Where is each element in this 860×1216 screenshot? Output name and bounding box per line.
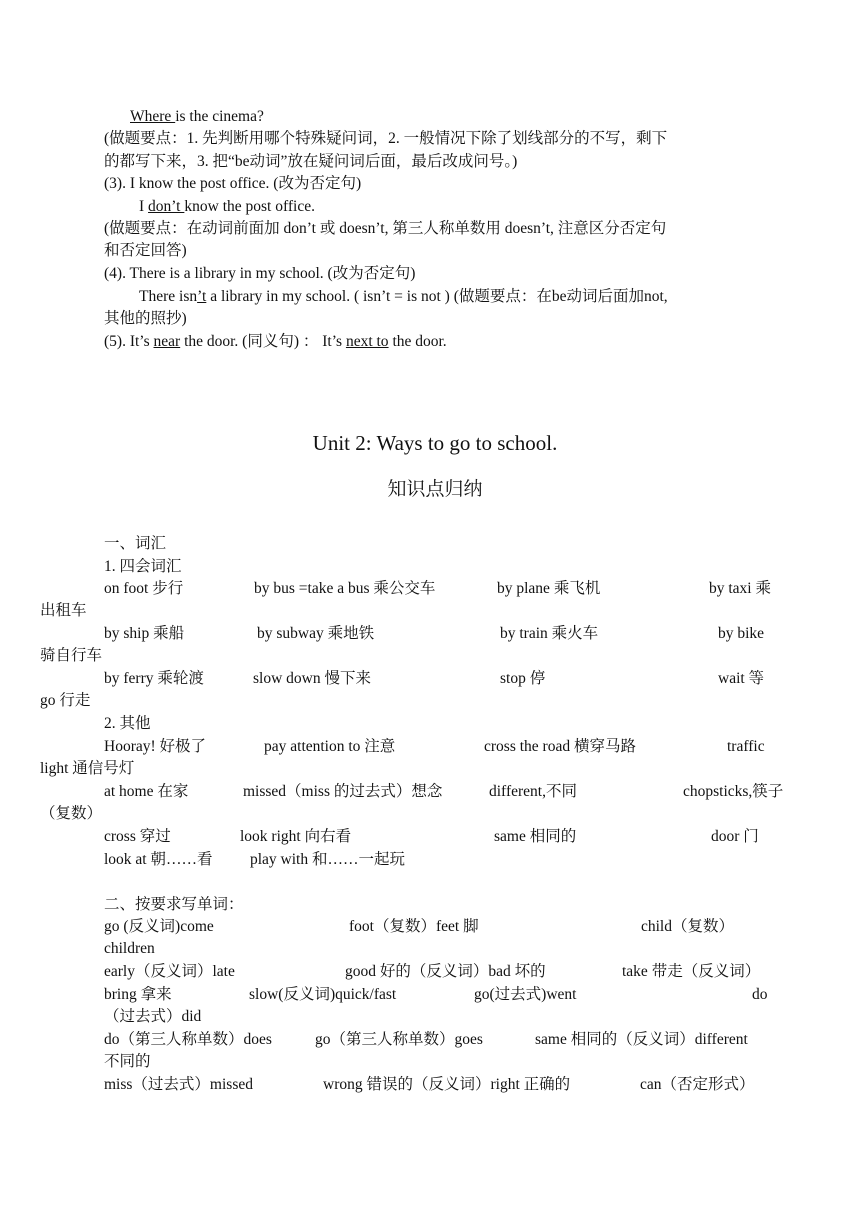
vocab-item-wrap: 出租车 <box>40 602 87 619</box>
q2-answer: Where is the cinema? <box>130 108 264 125</box>
vocab-item: by bike <box>718 625 765 642</box>
vocab-item: same 相同的 <box>494 828 577 845</box>
word-item: wrong 错误的（反义词）right 正确的 <box>323 1076 571 1093</box>
word-item: same 相同的（反义词）different <box>535 1031 748 1048</box>
vocab-item: at home 在家 <box>104 783 189 800</box>
vocab-item-wrap: light 通信号灯 <box>40 760 135 777</box>
q5-synonym: (5). It’s near the door. (同义句) ： It’s next to the door. <box>104 333 447 350</box>
vocab-item: pay attention to 注意 <box>264 738 396 755</box>
underlined-word: Where <box>130 108 176 125</box>
vocab-item: stop 停 <box>500 670 546 687</box>
underlined-word: near <box>153 333 181 350</box>
vocab-item: cross the road 横穿马路 <box>484 738 636 755</box>
vocab-item: on foot 步行 <box>104 580 184 597</box>
vocab-item: door 门 <box>711 828 759 845</box>
word-item: child（复数） <box>641 918 734 935</box>
q3-tip-line1: (做题要点：在动词前面加 don’t 或 doesn’t, 第三人称单数用 doesn’t, 注意区分否定句 <box>104 220 667 237</box>
vocab-item: wait 等 <box>718 670 765 687</box>
q3-tip-line2: 和否定回答) <box>104 242 187 259</box>
word-item: early（反义词）late <box>104 963 235 980</box>
q2-tip-line1: (做题要点：1. 先判断用哪个特殊疑问词，2. 一般情况下除了划线部分的不写，剩下 <box>104 130 668 147</box>
word-item-wrap: （过去式）did <box>104 1008 202 1025</box>
word-item-wrap: children <box>104 940 155 957</box>
vocab-item: chopsticks,筷子 <box>683 783 784 800</box>
vocab-item: cross 穿过 <box>104 828 171 845</box>
vocab-item-wrap: go 行走 <box>40 692 91 709</box>
word-item: take 带走（反义词） <box>622 963 761 980</box>
vocab-item: play with 和……一起玩 <box>250 851 405 868</box>
underlined-word: don’t <box>148 198 185 215</box>
q3-answer: I don’t know the post office. <box>139 198 315 215</box>
section-heading-vocab: 一、词汇 <box>104 535 167 552</box>
vocab-item: traffic <box>727 738 765 755</box>
vocab-item: Hooray! 好极了 <box>104 738 207 755</box>
word-item: go(过去式)went <box>474 986 577 1003</box>
vocab-item-wrap: （复数） <box>40 805 103 822</box>
word-item: can（否定形式） <box>640 1076 755 1093</box>
vocab-item: slow down 慢下来 <box>253 670 371 687</box>
word-item-wrap: 不同的 <box>104 1053 151 1070</box>
word-item: foot（复数）feet 脚 <box>349 918 479 935</box>
word-item: slow(反义词)quick/fast <box>249 986 397 1003</box>
vocab-item: by plane 乘飞机 <box>497 580 601 597</box>
vocab-item: by ferry 乘轮渡 <box>104 670 204 687</box>
q2-tip-line2: 的都写下来，3. 把“be动词”放在疑问词后面，最后改成问号。) <box>104 153 518 170</box>
vocab-item: by bus =take a bus 乘公交车 <box>254 580 436 597</box>
vocab-subheading-2: 2. 其他 <box>104 715 151 732</box>
vocab-subheading-1: 1. 四会词汇 <box>104 558 182 575</box>
word-item: do <box>752 986 768 1003</box>
q4-answer-line2: 其他的照抄) <box>104 310 187 327</box>
word-item: do（第三人称单数）does <box>104 1031 272 1048</box>
vocab-item: by ship 乘船 <box>104 625 185 642</box>
word-item: miss（过去式）missed <box>104 1076 253 1093</box>
vocab-item: by train 乘火车 <box>500 625 599 642</box>
vocab-item-wrap: 骑自行车 <box>40 647 103 664</box>
underlined-word: next to <box>345 333 389 350</box>
unit-subtitle: 知识点归纳 <box>387 479 483 500</box>
underlined-word: ’t <box>197 288 207 305</box>
vocab-item: look at 朝……看 <box>104 851 213 868</box>
q4-answer: There isn’t a library in my school. ( isn’t = is not ) (做题要点：在be动词后面加not, <box>139 288 668 305</box>
unit-title: Unit 2: Ways to go to school. <box>312 431 558 455</box>
vocab-item: by taxi 乘 <box>709 580 771 597</box>
vocab-item: by subway 乘地铁 <box>257 625 375 642</box>
q4-question: (4). There is a library in my school. (改为否定句) <box>104 265 416 282</box>
word-item: go（第三人称单数）goes <box>315 1031 483 1048</box>
vocab-item: different,不同 <box>489 783 577 800</box>
word-item: good 好的（反义词）bad 坏的 <box>345 963 546 980</box>
word-item: bring 拿来 <box>104 986 172 1003</box>
vocab-item: look right 向右看 <box>240 828 352 845</box>
word-item: go (反义词)come <box>104 918 214 935</box>
q3-question: (3). I know the post office. (改为否定句) <box>104 175 362 192</box>
section-heading-words: 二、按要求写单词： <box>104 896 244 913</box>
vocab-item: missed（miss 的过去式）想念 <box>243 783 443 800</box>
